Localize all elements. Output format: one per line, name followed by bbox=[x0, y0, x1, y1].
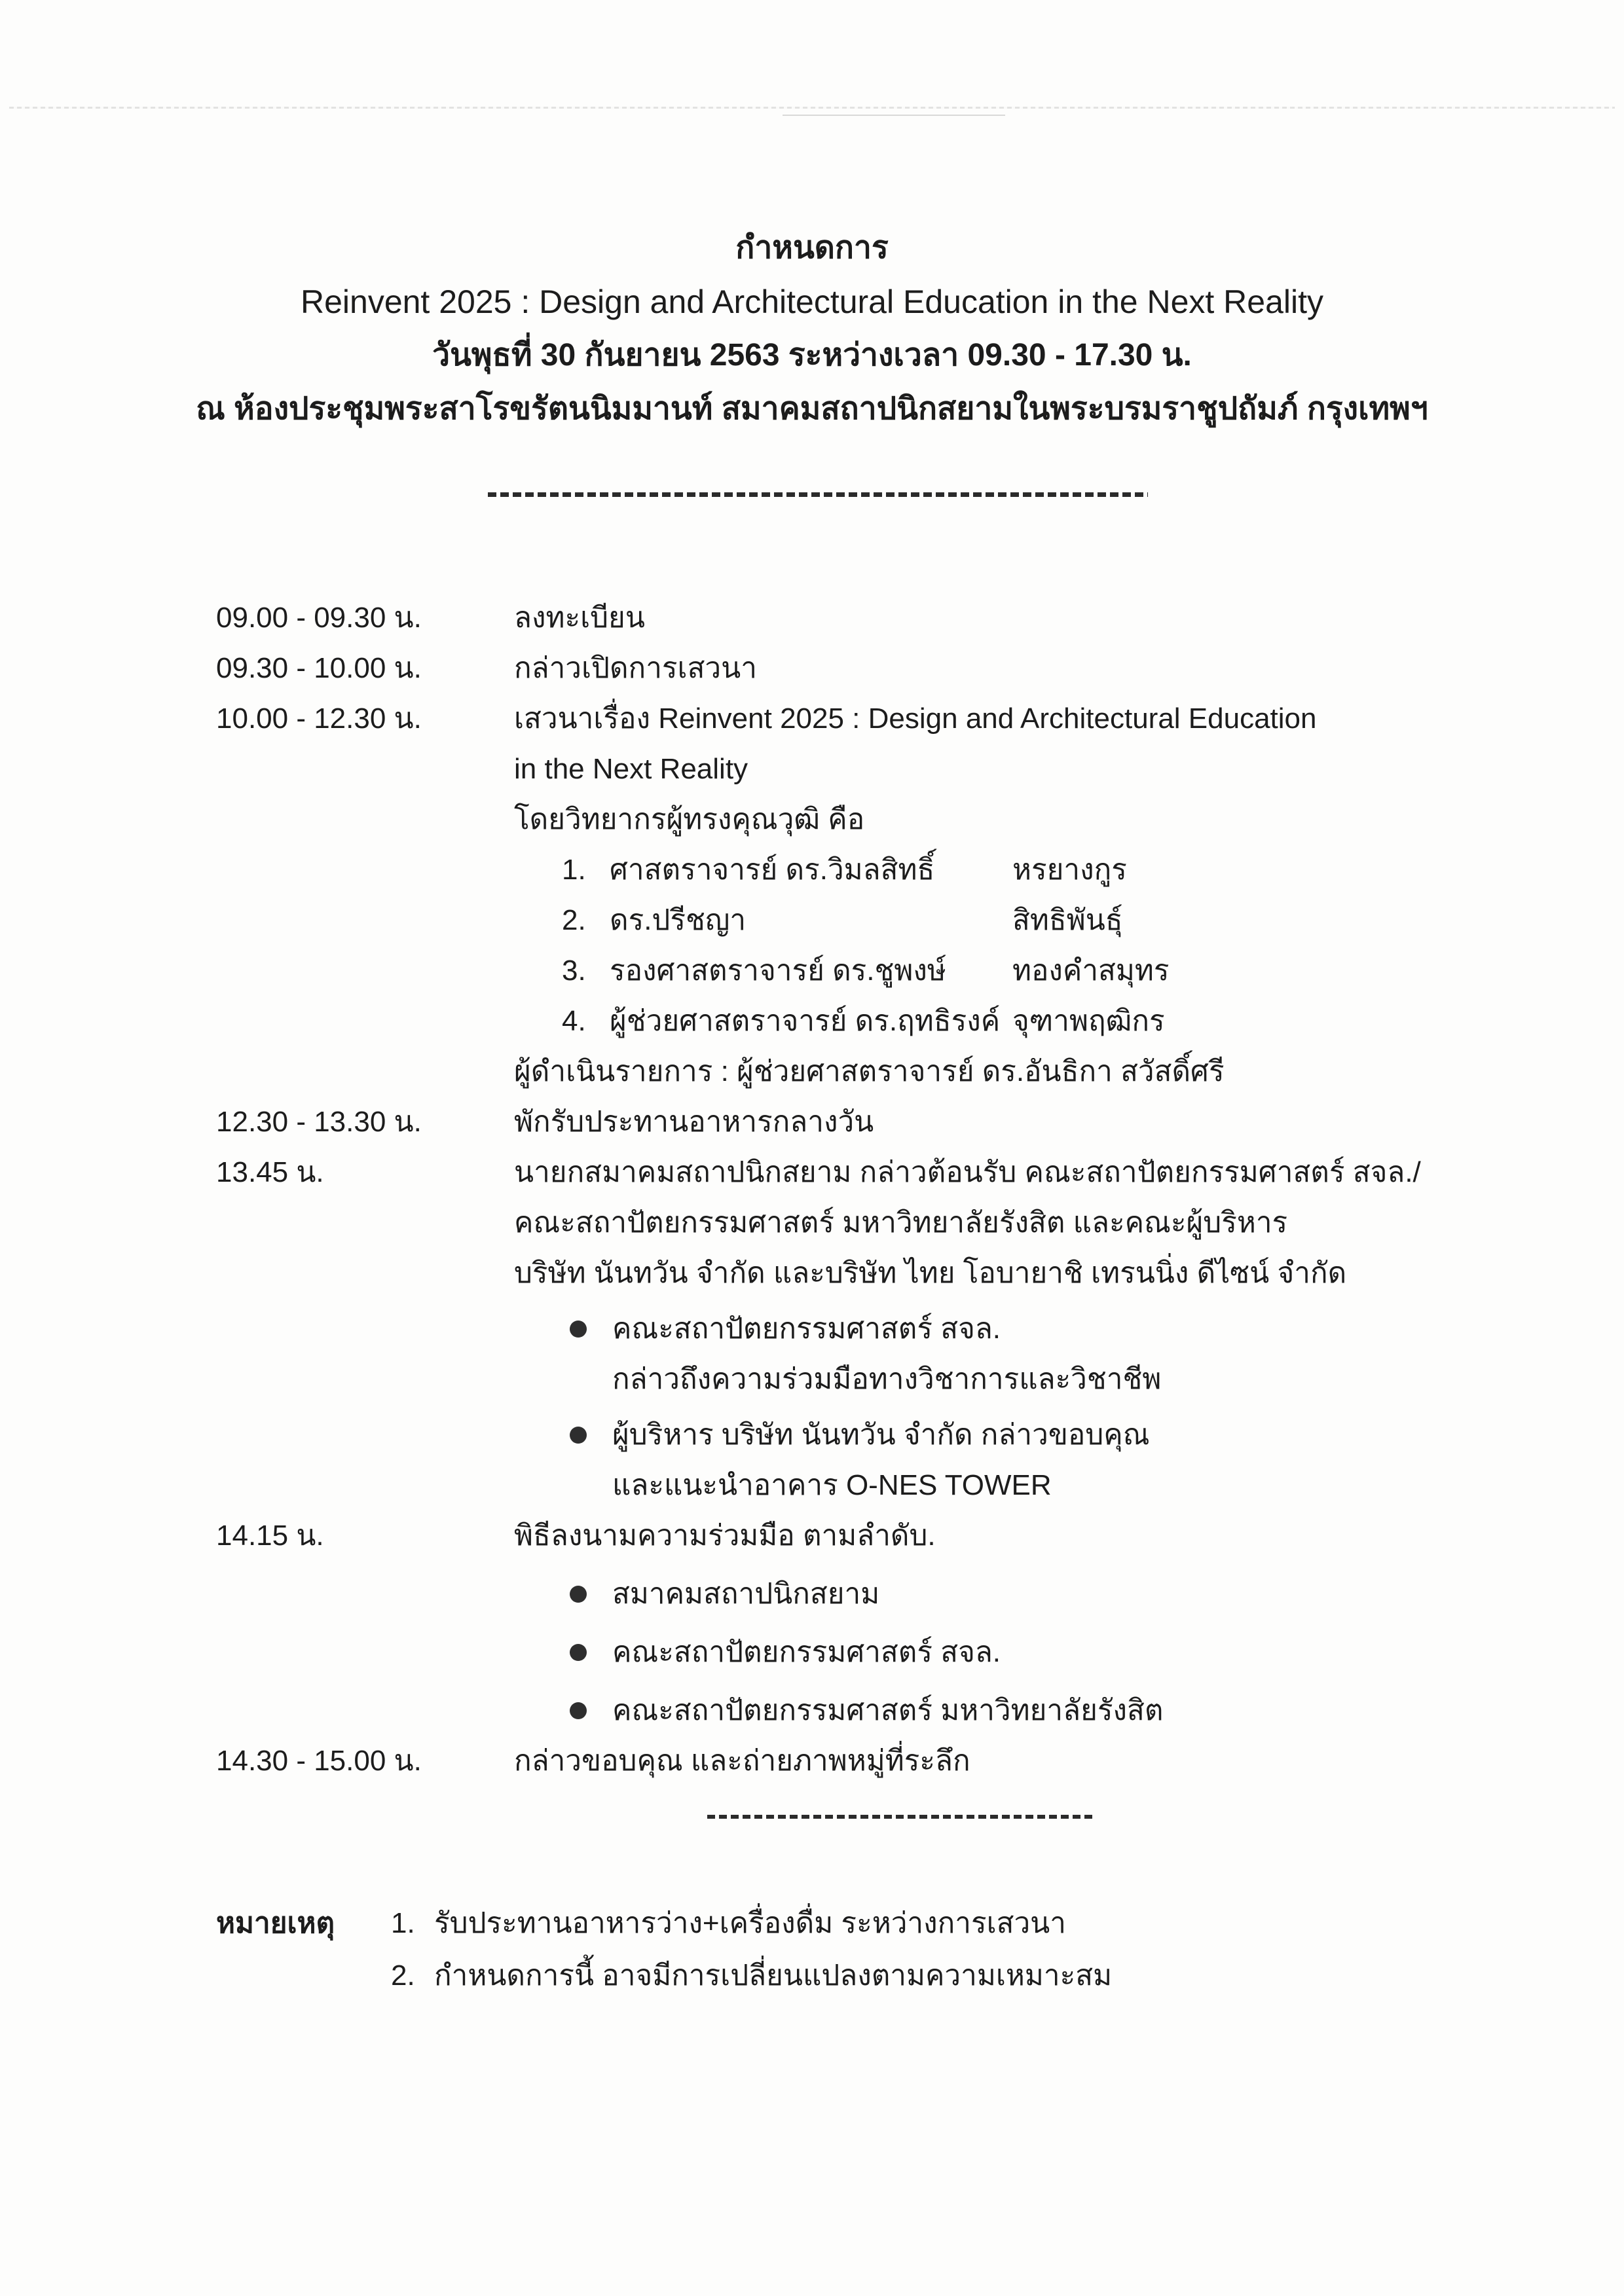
bullet-icon bbox=[570, 1427, 587, 1444]
bullet-item bbox=[216, 1627, 1493, 1677]
activity-text: กล่าวขอบคุณ และถ่ายภาพหมู่ที่ระลึก bbox=[514, 1745, 970, 1777]
bullet-text: คณะสถาปัตยกรรมศาสตร์ สจล. bbox=[612, 1313, 1001, 1345]
time-label: 12.30 - 13.30 น. bbox=[216, 1106, 422, 1138]
bullet-text: คณะสถาปัตยกรรมศาสตร์ มหาวิทยาลัยรังสิต bbox=[612, 1694, 1164, 1726]
bullet-item bbox=[216, 1303, 1493, 1354]
notes-section bbox=[216, 1897, 1493, 2002]
schedule-row-lunch bbox=[216, 1097, 1493, 1147]
bullet-item bbox=[216, 1569, 1493, 1619]
bullet-text: ผู้บริหาร บริษัท นันทวัน จำกัด กล่าวขอบคุณ bbox=[612, 1419, 1150, 1451]
bullet-icon bbox=[570, 1321, 587, 1338]
speaker-surname: ทองคำสมุทร bbox=[1012, 955, 1170, 987]
activity-text: เสวนาเรื่อง Reinvent 2025 : Design and Architectural Education bbox=[514, 702, 1317, 735]
event-venue-line: ณ ห้องประชุมพระสาโรขรัตนนิมมานท์ สมาคมสถาปนิกสยามในพระบรมราชูปถัมภ์ กรุงเทพฯ bbox=[196, 392, 1428, 426]
speaker-surname: หรยางกูร bbox=[1012, 854, 1127, 886]
time-label: 14.15 น. bbox=[216, 1520, 324, 1552]
activity-text: ลงทะเบียน bbox=[514, 602, 645, 634]
speaker-name: ดร.ปรีชญา bbox=[610, 904, 747, 936]
speaker-item bbox=[216, 895, 1493, 945]
note-item bbox=[216, 1897, 1493, 1950]
activity-text-continuation: คณะสถาปัตยกรรมศาสตร์ มหาวิทยาลัยรังสิต และคณะผู้บริหาร bbox=[514, 1207, 1288, 1239]
bullet-icon bbox=[570, 1644, 587, 1661]
schedule-row-opening bbox=[216, 643, 1493, 693]
dashed-divider-top bbox=[488, 492, 1148, 497]
bullet-text-continuation: กล่าวถึงความร่วมมือทางวิชาการและวิชาชีพ bbox=[612, 1363, 1162, 1395]
time-label: 10.00 - 12.30 น. bbox=[216, 702, 422, 735]
activity-text: นายกสมาคมสถาปนิกสยาม กล่าวต้อนรับ คณะสถาปัตยกรรมศาสตร์ สจล./ bbox=[514, 1156, 1421, 1188]
activity-text: พักรับประทานอาหารกลางวัน bbox=[514, 1106, 874, 1138]
notes-heading: หมายเหตุ bbox=[216, 1907, 335, 1939]
dashed-divider-bottom bbox=[707, 1815, 1095, 1819]
event-date-line: วันพุธที่ 30 กันยายน 2563 ระหว่างเวลา 09.30 - 17.30 น. bbox=[432, 338, 1192, 373]
bullet-icon bbox=[570, 1702, 587, 1719]
bullet-text: คณะสถาปัตยกรรมศาสตร์ สจล. bbox=[612, 1636, 1001, 1668]
speaker-number: 4. bbox=[562, 1005, 586, 1037]
document-header bbox=[0, 221, 1624, 436]
speaker-number: 1. bbox=[562, 854, 586, 886]
time-label: 09.30 - 10.00 น. bbox=[216, 652, 422, 684]
time-label: 09.00 - 09.30 น. bbox=[216, 602, 422, 634]
speaker-item bbox=[216, 996, 1493, 1046]
speaker-name: ศาสตราจารย์ ดร.วิมลสิทธิ์ bbox=[610, 854, 935, 886]
activity-text: พิธีลงนามความร่วมมือ ตามลำดับ. bbox=[514, 1520, 936, 1552]
scan-artifact-line bbox=[9, 107, 1615, 109]
speaker-name: ผู้ช่วยศาสตราจารย์ ดร.ฤทธิรงค์ bbox=[610, 1005, 1001, 1037]
schedule-row-closing bbox=[216, 1736, 1493, 1786]
event-title-english: Reinvent 2025 : Design and Architectural Education in the Next Reality bbox=[300, 283, 1323, 320]
bullet-item bbox=[216, 1685, 1493, 1736]
activity-text-continuation: in the Next Reality bbox=[514, 753, 748, 785]
bullet-text-continuation: และแนะนำอาคาร O-NES TOWER bbox=[612, 1469, 1052, 1501]
note-number: 1. bbox=[391, 1907, 415, 1939]
bullet-item bbox=[216, 1410, 1493, 1460]
scan-artifact-line-dark bbox=[783, 115, 1005, 116]
speaker-name: รองศาสตราจารย์ ดร.ชูพงษ์ bbox=[610, 955, 946, 987]
speaker-number: 3. bbox=[562, 955, 586, 987]
schedule-row-signing bbox=[216, 1510, 1493, 1561]
speaker-surname: จุฑาพฤฒิกร bbox=[1012, 1005, 1165, 1037]
bullet-text: สมาคมสถาปนิกสยาม bbox=[612, 1578, 880, 1610]
moderator-line: ผู้ดำเนินรายการ : ผู้ช่วยศาสตราจารย์ ดร.อันธิกา สวัสดิ์ศรี bbox=[514, 1055, 1225, 1087]
page-title: กำหนดการ bbox=[735, 230, 889, 265]
schedule-list bbox=[216, 592, 1493, 1786]
note-text: กำหนดการนี้ อาจมีการเปลี่ยนแปลงตามความเหมาะสม bbox=[434, 1959, 1113, 1992]
note-item bbox=[216, 1950, 1493, 2002]
activity-text: กล่าวเปิดการเสวนา bbox=[514, 652, 757, 684]
bullet-icon bbox=[570, 1586, 587, 1603]
schedule-row-welcome bbox=[216, 1147, 1493, 1197]
schedule-row-seminar bbox=[216, 693, 1493, 744]
note-text: รับประทานอาหารว่าง+เครื่องดื่ม ระหว่างการเสวนา bbox=[434, 1907, 1066, 1939]
speakers-intro-text: โดยวิทยากรผู้ทรงคุณวุฒิ คือ bbox=[514, 803, 865, 835]
time-label: 13.45 น. bbox=[216, 1156, 324, 1188]
speaker-item bbox=[216, 945, 1493, 996]
time-label: 14.30 - 15.00 น. bbox=[216, 1745, 422, 1777]
speaker-surname: สิทธิพันธุ์ bbox=[1012, 904, 1123, 936]
note-number: 2. bbox=[391, 1959, 415, 1992]
activity-text-continuation: บริษัท นันทวัน จำกัด และบริษัท ไทย โอบายาชิ เทรนนิ่ง ดีไซน์ จำกัด bbox=[514, 1257, 1347, 1289]
schedule-row-registration bbox=[216, 592, 1493, 643]
speaker-number: 2. bbox=[562, 904, 586, 936]
speaker-item bbox=[216, 845, 1493, 895]
